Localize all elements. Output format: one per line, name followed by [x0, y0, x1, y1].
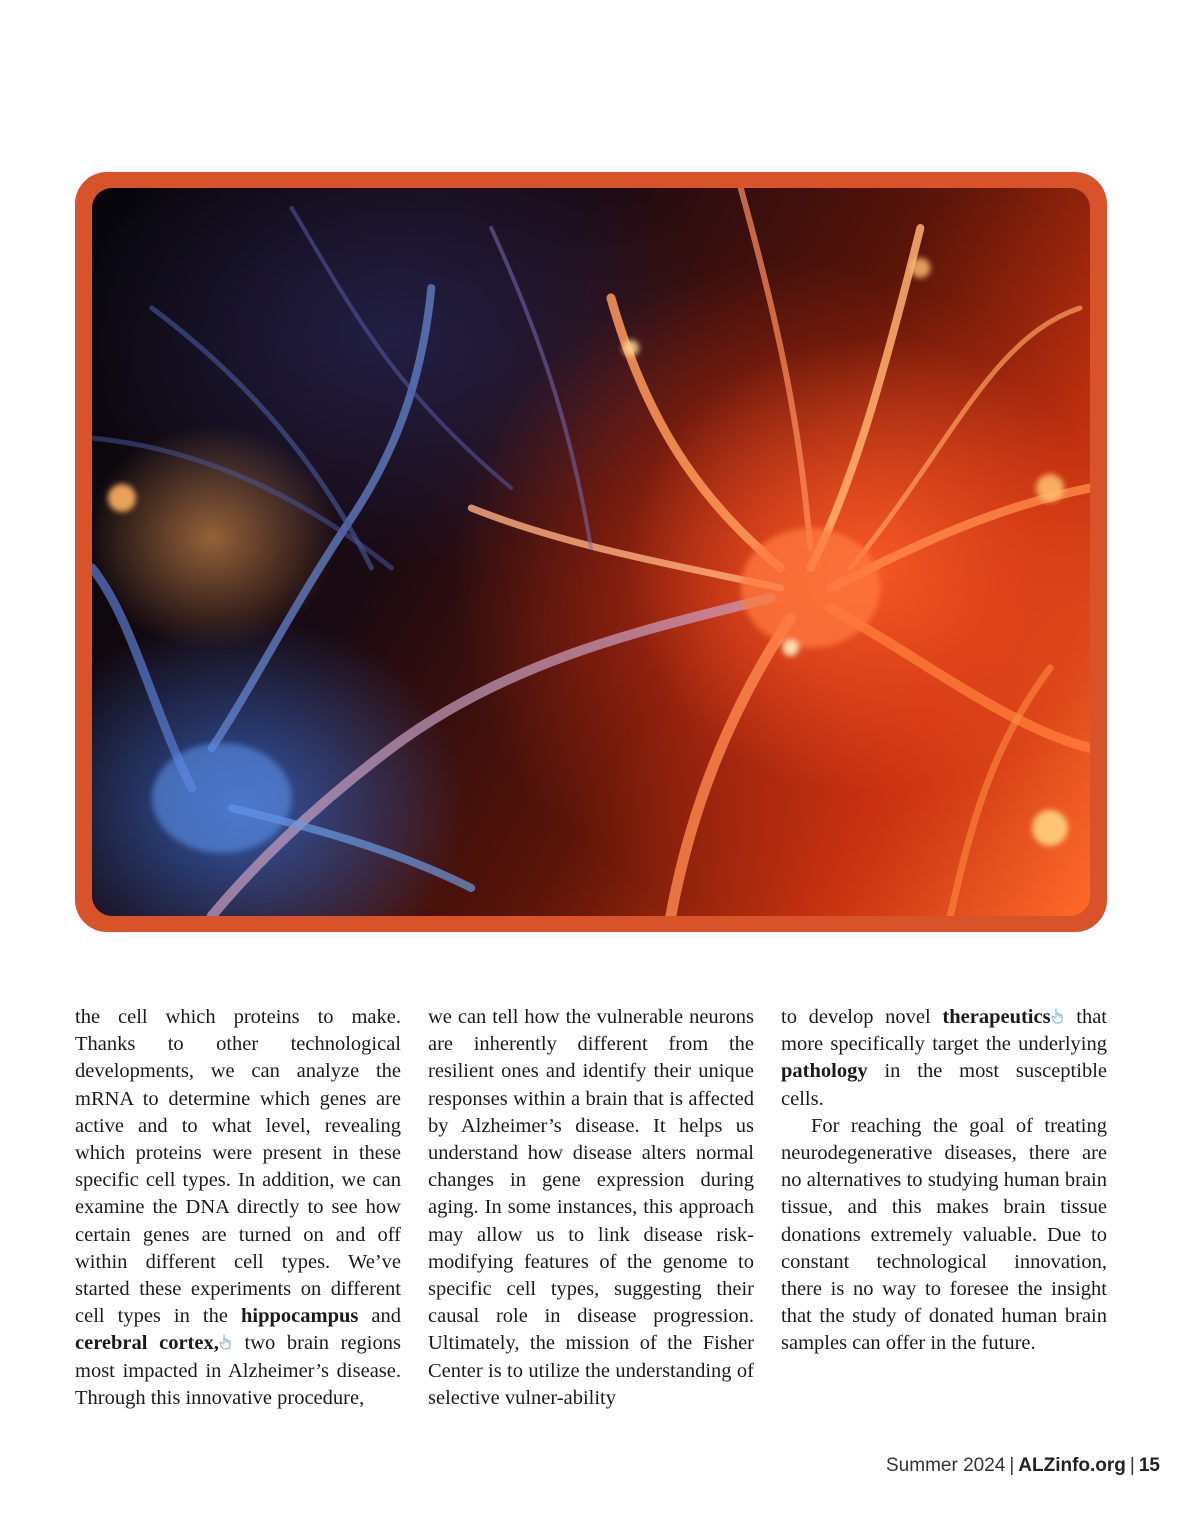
site-link[interactable]: ALZinfo.org: [1018, 1455, 1126, 1476]
hero-image-frame: [75, 172, 1107, 932]
neuron-network-graphic: [92, 188, 1090, 916]
page-footer: [886, 1455, 1160, 1477]
paragraph: For reaching the goal of treating neurodegenerative diseases, there are no alternatives to studying human brain tissue, and this makes brain tissue donations extremely valuable. Due to constant technological innovation, there is no way to foresee the insight that the study of donated human brain samples can offer in the future.: [781, 1114, 1107, 1355]
separator: |: [1009, 1455, 1015, 1476]
glossary-term-pathology[interactable]: pathology: [781, 1060, 868, 1083]
paragraph: [781, 1004, 1107, 1113]
issue-date: Summer 2024: [886, 1455, 1006, 1476]
text-run: the cell which proteins to make. Thanks to other technological developments, we can analyze the mRNA to determine which genes are active and to what level, revealing which proteins were present in these specific cell types. In addition, we can examine the DNA directly to see how certain genes are turned on and off within different cell types. We’ve started these experiments on different cell types in the: [75, 1006, 401, 1328]
text-run: two brain regions most impacted in Alzheimer’s disease. Through this innovative procedure,: [75, 1332, 401, 1409]
neuron-illustration: [92, 188, 1090, 916]
glossary-term-hippocampus[interactable]: hippocampus: [241, 1305, 359, 1328]
page-number: 15: [1138, 1455, 1160, 1476]
article-column-3: [781, 1004, 1107, 1358]
pointing-hand-icon[interactable]: [219, 1331, 233, 1347]
glossary-term-therapeutics[interactable]: therapeutics: [942, 1006, 1051, 1028]
article-column-2: [428, 1004, 754, 1412]
separator: |: [1129, 1455, 1135, 1476]
text-run: and: [358, 1305, 401, 1328]
paragraph: we can tell how the vulnerable neurons are inherently different from the resilient ones and identify their unique responses within a brain that is affected by Alzheimer’s disease. It helps us understand how disease alters normal changes in gene expression during aging. In some instances, this approach may allow us to link disease risk-modifying features of the genome to specific cell types, suggesting their causal role in disease progression. Ultimately, the mission of the Fisher Center is to utilize the understanding of selective vulner-ability: [428, 1006, 754, 1409]
text-run: that more specifically target the underlying: [781, 1006, 1107, 1056]
pointing-hand-icon[interactable]: [1051, 1005, 1065, 1021]
paragraph: [75, 1004, 401, 1412]
text-run: in the most susceptible cells.: [781, 1060, 1107, 1110]
text-run: to develop novel: [781, 1006, 943, 1028]
article-column-1: [75, 1004, 401, 1412]
glossary-term-cerebral-cortex[interactable]: cerebral cortex,: [75, 1332, 219, 1355]
